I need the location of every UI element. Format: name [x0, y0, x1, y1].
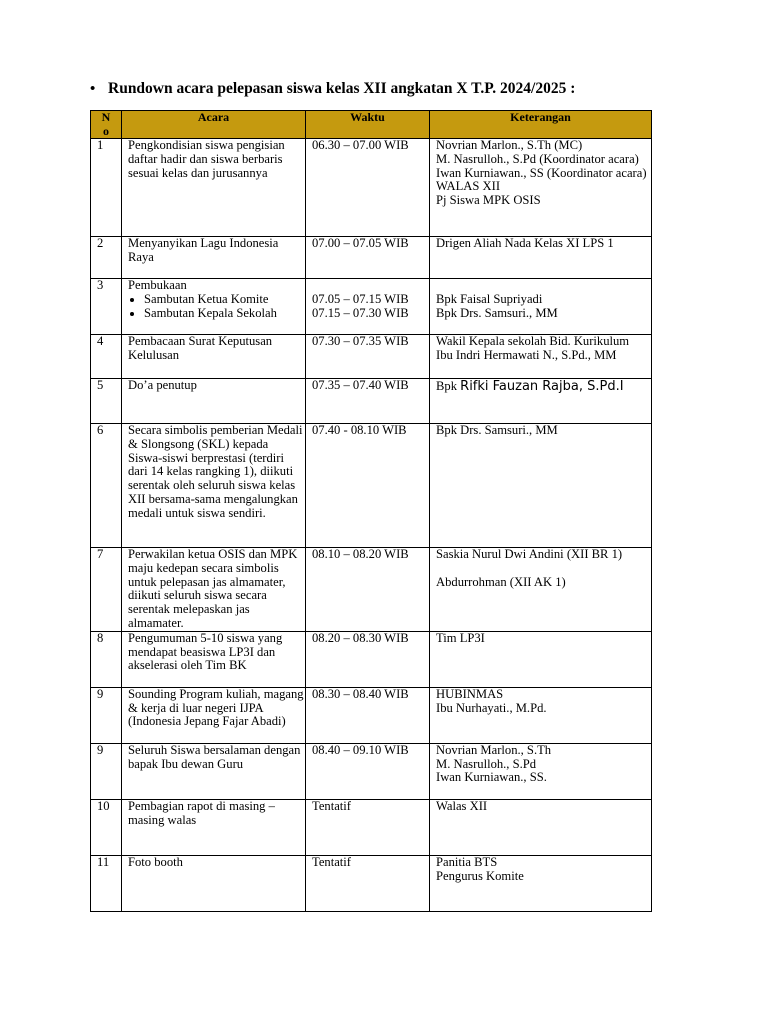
row-keterangan: Bpk Drs. Samsuri., MM [430, 424, 652, 548]
row-waktu: 08.20 – 08.30 WIB [306, 631, 430, 687]
row-acara: Foto booth [122, 855, 306, 911]
header-waktu: Waktu [306, 111, 430, 139]
row-keterangan: Novrian Marlon., S.Th M. Nasrulloh., S.Pd Iwan Kurniawan., SS. [430, 743, 652, 799]
row-acara: Perwakilan ketua OSIS dan MPK maju kedepan secara simbolis untuk pelepasan jas almamater, diikuti seluruh siswa secara serentak melepaskan jas almamater. [122, 548, 306, 632]
row-no: 9 [91, 687, 122, 743]
row-keterangan: Bpk Faisal Supriyadi Bpk Drs. Samsuri., MM [430, 279, 652, 335]
row-waktu: 07.00 – 07.05 WIB [306, 237, 430, 279]
row-keterangan: Saskia Nurul Dwi Andini (XII BR 1) Abdurrohman (XII AK 1) [430, 548, 652, 632]
row-waktu: Tentatif [306, 799, 430, 855]
row-acara: Pengkondisian siswa pengisian daftar hadir dan siswa berbaris sesuai kelas dan jurusannya [122, 139, 306, 237]
header-keterangan: Keterangan [430, 111, 652, 139]
row-keterangan: Tim LP3I [430, 631, 652, 687]
row-acara: Pengumuman 5-10 siswa yang mendapat beasiswa LP3I dan akselerasi oleh Tim BK [122, 631, 306, 687]
row-acara: Pembacaan Surat Keputusan Kelulusan [122, 335, 306, 379]
row-waktu: 08.40 – 09.10 WIB [306, 743, 430, 799]
row-no: 2 [91, 237, 122, 279]
table-row [91, 279, 652, 335]
row-acara: Menyanyikan Lagu Indonesia Raya [122, 237, 306, 279]
row-acara: Sounding Program kuliah, magang & kerja di luar negeri IJPA (Indonesia Jepang Fajar Abadi) [122, 687, 306, 743]
table-row [91, 139, 652, 237]
table-row [91, 335, 652, 379]
row-acara: Pembagian rapot di masing – masing walas [122, 799, 306, 855]
row-no: 5 [91, 379, 122, 424]
row-keterangan: Walas XII [430, 799, 652, 855]
row-no: 8 [91, 631, 122, 687]
row-waktu: Tentatif [306, 855, 430, 911]
table-row [91, 237, 652, 279]
sub-item-list [128, 293, 305, 321]
table-row [91, 631, 652, 687]
row-waktu: 08.10 – 08.20 WIB [306, 548, 430, 632]
row-acara: Do’a penutup [122, 379, 306, 424]
table-row [91, 687, 652, 743]
row-keterangan: Bpk Rifki Fauzan Rajba, S.Pd.I [430, 379, 652, 424]
table-row [91, 799, 652, 855]
row-keterangan: Wakil Kepala sekolah Bid. Kurikulum Ibu Indri Hermawati N., S.Pd., MM [430, 335, 652, 379]
table-header-row [91, 111, 652, 139]
row-waktu: 06.30 – 07.00 WIB [306, 139, 430, 237]
bullet-icon: • [90, 81, 96, 97]
row-waktu: 07.40 - 08.10 WIB [306, 424, 430, 548]
row-keterangan: Novrian Marlon., S.Th (MC) M. Nasrulloh., S.Pd (Koordinator acara) Iwan Kurniawan., SS (Koordinator acara) WALAS XII Pj Siswa MPK OSIS [430, 139, 652, 237]
row-waktu: 08.30 – 08.40 WIB [306, 687, 430, 743]
row-keterangan: HUBINMAS Ibu Nurhayati., M.Pd. [430, 687, 652, 743]
row-no: 4 [91, 335, 122, 379]
list-item: • Sambutan Ketua Komite [144, 293, 305, 307]
row-no: 11 [91, 855, 122, 911]
table-row [91, 743, 652, 799]
document-heading [90, 79, 710, 99]
header-acara: Acara [122, 111, 306, 139]
row-waktu: 07.30 – 07.35 WIB [306, 335, 430, 379]
row-no: 6 [91, 424, 122, 548]
heading-text: Rundown acara pelepasan siswa kelas XII angkatan X T.P. 2024/2025 : [108, 80, 576, 97]
row-keterangan: Panitia BTS Pengurus Komite [430, 855, 652, 911]
table-row [91, 548, 652, 632]
row-no: 1 [91, 139, 122, 237]
list-item: • Sambutan Kepala Sekolah [144, 307, 305, 321]
rundown-table [90, 110, 652, 912]
row-waktu: 07.35 – 07.40 WIB [306, 379, 430, 424]
row-no: 3 [91, 279, 122, 335]
row-acara: Seluruh Siswa bersalaman dengan bapak Ibu dewan Guru [122, 743, 306, 799]
row-no: 7 [91, 548, 122, 632]
table-row [91, 855, 652, 911]
table-row [91, 379, 652, 424]
row-acara: Secara simbolis pemberian Medali & Slongsong (SKL) kepada Siswa-siswi berprestasi (terdiri dari 14 kelas rangking 1), diikuti serentak oleh seluruh siswa kelas XII bersama-sama mengalungkan medali untuk siswa sendiri. [122, 424, 306, 548]
row-no: 9 [91, 743, 122, 799]
row-waktu: 07.05 – 07.15 WIB 07.15 – 07.30 WIB [306, 279, 430, 335]
table-row [91, 424, 652, 548]
header-no: N o [91, 111, 122, 139]
row-keterangan: Drigen Aliah Nada Kelas XI LPS 1 [430, 237, 652, 279]
row-no: 10 [91, 799, 122, 855]
row-acara: Pembukaan • Sambutan Ketua Komite • Sambutan Kepala Sekolah [122, 279, 306, 335]
